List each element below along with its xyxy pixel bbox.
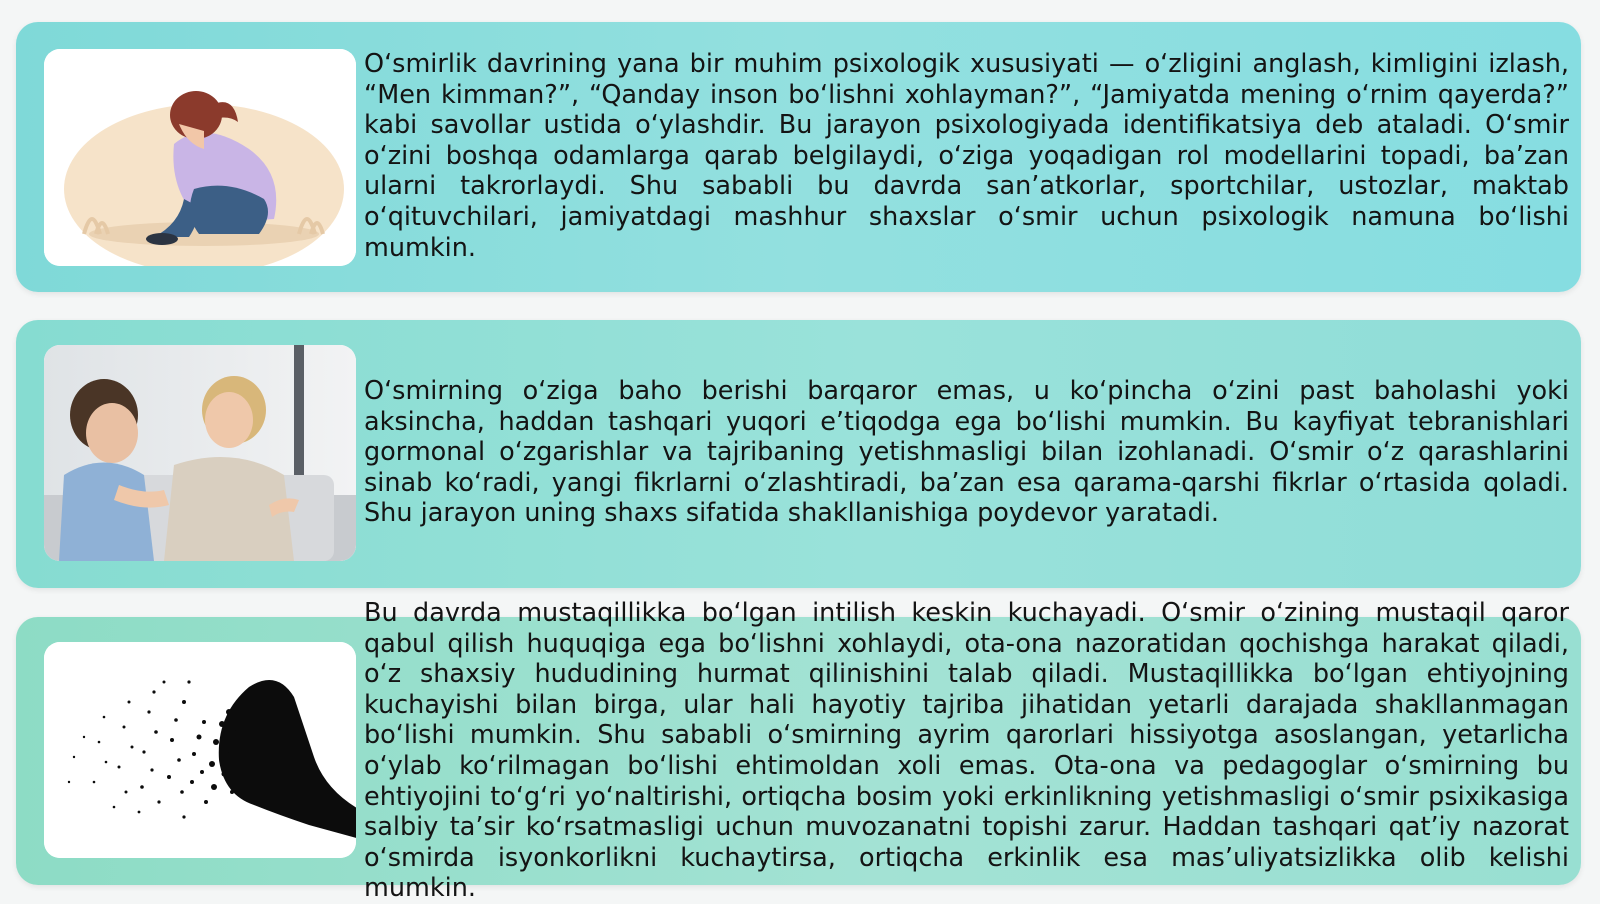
sad-teen-girl-illustration-icon: [44, 49, 356, 266]
mother-and-son-photo-icon: [44, 345, 356, 561]
section-2-paragraph: O‘smirning o‘ziga baho berishi barqaror emas, u ko‘pincha o‘zini past baholashi yoki aksincha, haddan tashqari yuqori e’tiqodga ega bo‘lishi mumkin. Bu kayfiyat tebranishlari gormonal o‘zgarishlar va tajribaning yetishmasligi bilan izohlanadi. O‘smir o‘z qarashlarini sinab ko‘radi, yangi fikrlarni o‘zlashtiradi, ba’zan esa qarama-qarshi fikrlar o‘rtasida qoladi. Shu jarayon uning shaxs sifatida shakllanishiga poydevor yaratadi.: [364, 376, 1569, 529]
section-1-paragraph: O‘smirlik davrining yana bir muhim psixologik xususiyati — o‘zligini anglash, kimligini izlash, “Men kimman?”, “Qanday inson bo‘lishni xohlayman?”, “Jamiyatda mening o‘rnim qayerda?” kabi savollar ustida o‘ylashdir. Bu jarayon psixologiyada identifikatsiya deb ataladi. O‘smir o‘zini boshqa odamlarga qarab belgilaydi, o‘ziga yoqadigan rol modellarini topadi, ba’zan ularni takrorlaydi. Shu sababli bu davrda san’atkorlar, sportchilar, ustozlar, maktab o‘qituvchilari, jamiyatdagi mashhur shaxslar o‘smir uchun psixologik namuna bo‘lishi mumkin.: [364, 49, 1569, 263]
section-3-paragraph: Bu davrda mustaqillikka bo‘lgan intilish keskin kuchayadi. O‘smir o‘zining mustaqil qaror qabul qilish huquqiga ega bo‘lishni xohlaydi, ota-ona nazoratidan qochishga harakat qiladi, o‘z shaxsiy hududining hurmat qilinishini talab qiladi. Mustaqillikka bo‘lgan ehtiyojning kuchayishi bilan birga, ular hali hayotiy tajriba jihatidan yetarli darajada shakllanmagan bo‘lishi mumkin. Shu sababli o‘smirning ayrim qarorlari hissiyotga asoslangan, yetarlicha o‘ylab ko‘rilmagan bo‘lishi ehtimoldan xoli emas. Ota-ona va pedagoglar o‘smirning bu ehtiyojini to‘g‘ri yo‘naltirishi, ortiqcha bosim yoki erkinlikning yetishmasligi o‘smir psixikasiga salbiy ta’sir ko‘rsatmasligi uchun muvozanatni topishi zarur. Haddan tashqari qat’iy nazorat o‘smirda isyonkorlikni kuchaytirsa, ortiqcha erkinlik esa mas’uliyatsizlikka olib kelishi mumkin.: [364, 598, 1569, 904]
dissolving-silhouette-illustration-icon: [44, 642, 356, 858]
